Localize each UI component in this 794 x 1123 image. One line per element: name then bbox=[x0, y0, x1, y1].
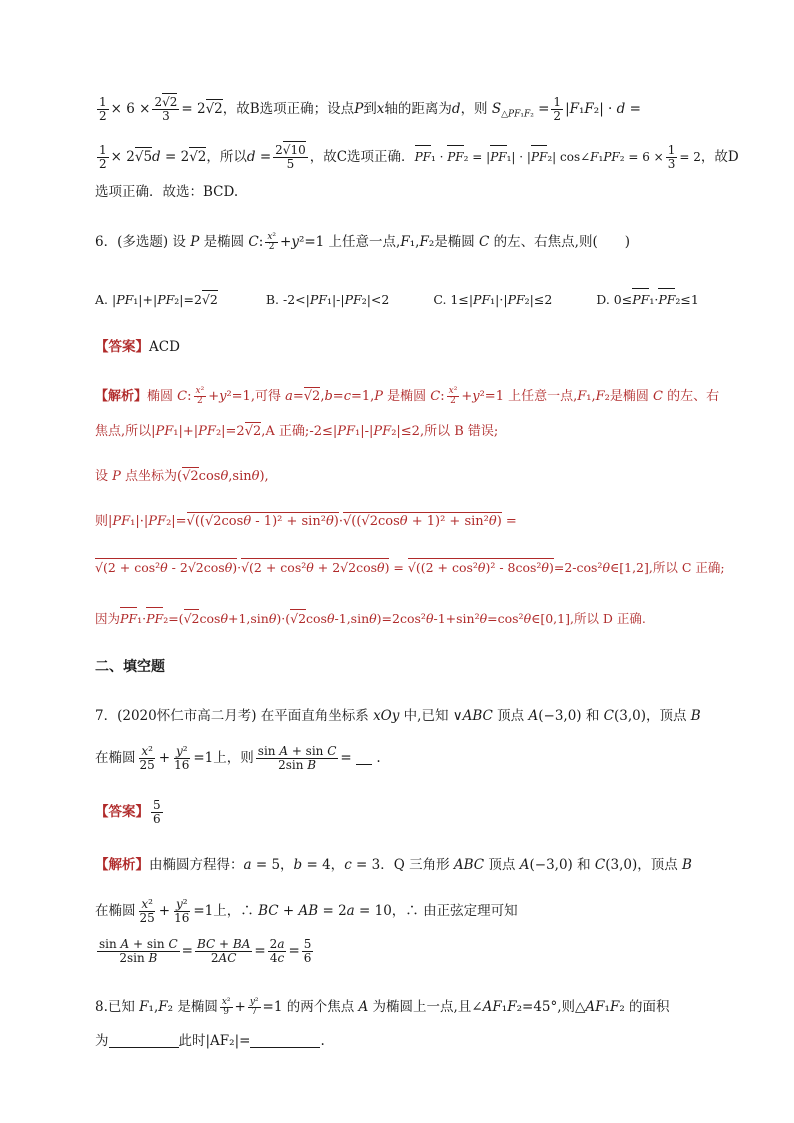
sol5-line2: $\frac{1}{2}$ × 2√5d = 2√2，所以d = $\frac{2√10}{5}$ ，故C选项正确．PF₁ · PF₂ = |PF₁| · |PF₂| cos∠F₁PF₂ = 6 × $\frac{1}{3}$ = 2，故D bbox=[95, 144, 739, 171]
q8-stem-l2: 为 此时|AF₂|= . bbox=[95, 1033, 325, 1049]
sol5-eq1: $\frac{1}{2}$ × 6 × $\frac{2√2}{3}$ = 2√2 bbox=[99, 95, 223, 123]
q6-analysis-l5: √(2 + cos²θ - 2√2cosθ)·√(2 + cos²θ + 2√2cosθ) = √((2 + cos²θ)² - 8cos²θ)=2-cos²θ∈[1,2],所以 C 正确; bbox=[95, 560, 725, 575]
q6-options bbox=[95, 289, 699, 311]
section-title: 二、填空题 bbox=[95, 659, 165, 675]
sol5-d-value: d = $\frac{2√10}{5}$ bbox=[246, 143, 306, 171]
q6-answer: 【答案】ACD bbox=[95, 339, 180, 355]
q8-stem-l1: 8.已知 F₁,F₂ 是椭圆 $\frac{\text{x²}}{9}$ + $\frac{\text{y²}}{7}$ =1 的两个焦点 A 为椭圆上一点,且∠AF₁F₂=45°,则△AF₁F₂ 的面积 bbox=[95, 997, 670, 1017]
sol5-line1: $\frac{1}{2}$ × 6 × $\frac{2√2}{3}$ = 2√2，故B选项正确；设点P到x轴的距离为d，则 $S_{\triangle PF_1F_2}$ = $\frac{1}{2}$ |F₁F₂| · d = bbox=[95, 96, 641, 126]
sol5-line3: 选项正确．故选：BCD. bbox=[95, 184, 239, 200]
q7-answer: 【答案】 $\frac{5}{6}$ bbox=[95, 798, 161, 826]
q7-stem-l2: 在椭圆 $\frac{\text{x²}}{25}$ + $\frac{\text{y²}}{16}$ =1上，则 $\frac{\text{sin A + sin C}}{\text{2sin B}}$ = . bbox=[95, 744, 381, 772]
sol5-dot-product: PF₁ · PF₂ = |PF₁| · |PF₂| cos∠F₁PF₂ = 6 × $\frac{1}{3}$ = 2 bbox=[414, 143, 701, 171]
q8-blank-af2 bbox=[250, 1033, 320, 1048]
q8-blank-area bbox=[109, 1033, 179, 1048]
q7-analysis-l1: 【解析】由椭圆方程得：a = 5，b = 4，c = 3．Q 三角形 ABC 顶点 A(−3,0) 和 C(3,0)，顶点 B bbox=[95, 857, 692, 873]
sol5-eq2: $\frac{1}{2}$ × 2√5d = 2√2 bbox=[99, 143, 207, 171]
q6-option-c: C. 1≤|PF₁|·|PF₂|≤2 bbox=[433, 292, 553, 307]
q6-analysis-l2: 焦点,所以|PF₁|+|PF₂|=2√2,A 正确;-2≤|PF₁|-|PF₂|≤2,所以 B 错误; bbox=[95, 424, 499, 439]
q6-analysis-l4: 则|PF₁|·|PF₂|=√((√2cosθ - 1)² + sin²θ)·√((√2cosθ + 1)² + sin²θ) = bbox=[95, 514, 517, 529]
q6-analysis-l1: 【解析】椭圆 C: $\frac{\text{x²}}{2}$ +y²=1,可得 a=√2,b=c=1,P 是椭圆 C: $\frac{\text{x²}}{2}$ +y²=1 上任意一点,F₁,F₂是椭圆 C 的左、右 bbox=[95, 386, 720, 406]
q7-analysis-l3: $\frac{\text{sin A + sin C}}{\text{2sin B}}$ = $\frac{BC + BA}{2AC}$ = $\frac{2a}{4c}$ = $\frac{5}{6}$ bbox=[99, 937, 312, 965]
q6-analysis-l3: 设 P 点坐标为(√2cosθ,sinθ), bbox=[95, 469, 269, 484]
q7-stem-l1: 7．(2020怀仁市高二月考) 在平面直角坐标系 xOy 中,已知 ∨ABC 顶点 A(−3,0) 和 C(3,0)，顶点 B bbox=[95, 708, 701, 724]
q6-analysis-l6: 因为PF₁·PF₂=(√2cosθ+1,sinθ)·(√2cosθ-1,sinθ)=2cos²θ-1+sin²θ=cos²θ∈[0,1],所以 D 正确. bbox=[95, 608, 646, 630]
q7-blank bbox=[356, 750, 372, 765]
q6-stem: 6．(多选题) 设 P 是椭圆 C: $\frac{\text{x²}}{2}$ +y²=1 上任意一点,F₁,F₂是椭圆 C 的左、右焦点,则( ) bbox=[95, 232, 630, 252]
q6-option-d: D. 0≤PF₁·PF₂≤1 bbox=[596, 292, 699, 307]
q7-analysis-l2: 在椭圆 $\frac{\text{x²}}{25}$ + $\frac{\text{y²}}{16}$ =1上，∴ BC + AB = 2a = 10，∴ 由正弦定理可知 bbox=[95, 897, 518, 925]
q6-option-a: A. |PF₁|+|PF₂|=2√2 bbox=[95, 292, 218, 307]
sol5-area-formula: $S_{\triangle PF_1F_2}$ = $\frac{1}{2}$ |F₁F₂| · d = bbox=[491, 95, 641, 123]
q6-option-b: B. -2<|PF₁|-|PF₂|<2 bbox=[265, 292, 390, 307]
q7-answer-value: $\frac{5}{6}$ bbox=[153, 798, 161, 826]
